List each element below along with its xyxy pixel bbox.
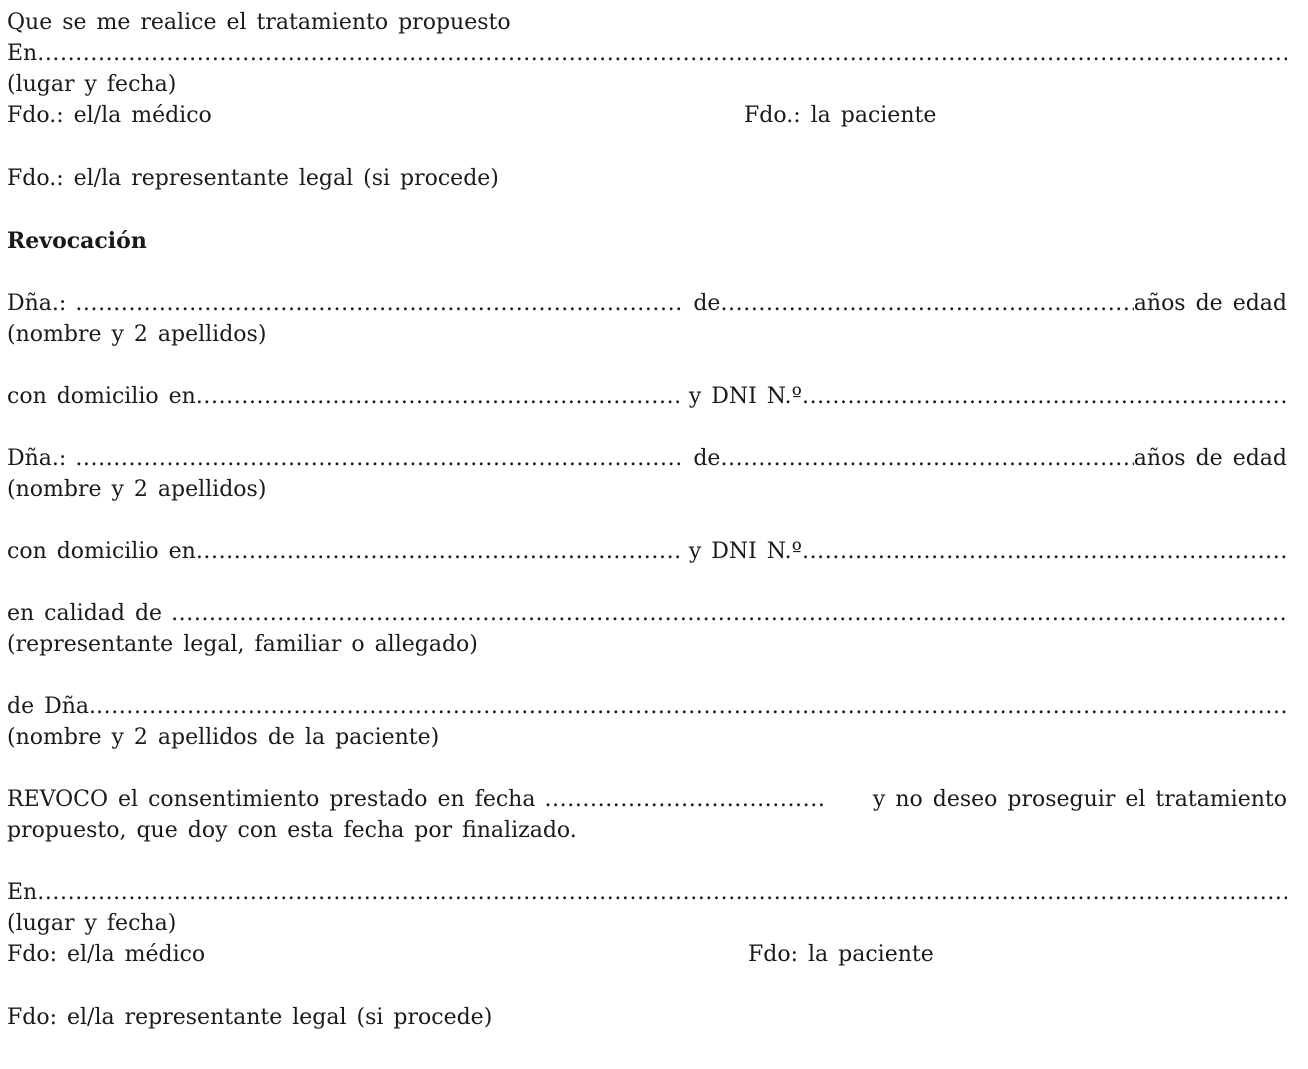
person2-age-field[interactable] <box>720 443 1133 474</box>
place-date-line[interactable] <box>7 38 1287 69</box>
patient-hint-row <box>7 722 1287 753</box>
patient-field[interactable] <box>96 691 1287 722</box>
signature-doctor: Fdo.: el/la médico <box>7 103 212 128</box>
person2-dni-label: y DNI N.º <box>688 539 802 564</box>
revocation-place-date-line[interactable] <box>7 877 1287 908</box>
person1-age-label: años de edad <box>1133 291 1287 316</box>
revoke-statement-line[interactable] <box>7 784 1287 815</box>
spacer <box>7 194 1287 226</box>
en-label: En <box>7 41 38 66</box>
signature-space <box>7 131 1287 163</box>
spacer <box>7 660 1287 691</box>
person2-dni-field[interactable] <box>802 536 1287 567</box>
capacity-field[interactable] <box>171 598 1287 629</box>
spacer <box>7 505 1287 536</box>
patient-hint: (nombre y 2 apellidos de la paciente) <box>7 725 440 750</box>
revocation-place-date-hint: (lugar y fecha) <box>7 911 177 936</box>
revocation-signature-representative: Fdo: el/la representante legal (si procede) <box>7 1005 493 1030</box>
person2-name-hint-row <box>7 474 1287 505</box>
capacity-label: en calidad de <box>7 601 163 626</box>
person2-name-field[interactable] <box>75 443 684 474</box>
spacer <box>7 846 1287 877</box>
capacity-line[interactable] <box>7 598 1287 629</box>
signature-representative: Fdo.: el/la representante legal (si procede) <box>7 166 499 191</box>
revocation-heading-text: Revocación <box>7 228 147 254</box>
revocation-signature-patient: Fdo: la paciente <box>748 942 934 967</box>
signature-space <box>7 970 1287 1002</box>
person1-name-hint-row <box>7 319 1287 350</box>
consent-statement <box>7 7 1287 38</box>
consent-form <box>7 7 1287 1033</box>
revocation-signature-row <box>7 939 1287 970</box>
person1-address-label: con domicilio en <box>7 384 196 409</box>
patient-line[interactable] <box>7 691 1287 722</box>
spacer <box>7 567 1287 598</box>
revoke-text-part3: propuesto, que doy con esta fecha por finalizado. <box>7 818 577 843</box>
capacity-hint: (representante legal, familiar o allegado) <box>7 632 478 657</box>
person2-address-label: con domicilio en <box>7 539 196 564</box>
person1-age-field[interactable] <box>720 288 1133 319</box>
revoke-text-part1: REVOCO el consentimiento prestado en fecha <box>7 787 536 812</box>
person2-de-label: de <box>693 446 721 471</box>
spacer <box>7 257 1287 288</box>
patient-label: de Dña. <box>7 694 97 719</box>
revoke-date-field[interactable] <box>544 784 826 815</box>
person2-age-label: años de edad <box>1133 446 1287 471</box>
revocation-en-label: En <box>7 880 38 905</box>
place-date-field[interactable] <box>37 38 1287 69</box>
revocation-heading <box>7 226 1287 257</box>
person1-dni-field[interactable] <box>802 381 1287 412</box>
revocation-place-date-hint-row <box>7 908 1287 939</box>
person2-name-hint: (nombre y 2 apellidos) <box>7 477 267 502</box>
place-date-hint-row <box>7 69 1287 100</box>
revoke-text-part2: y no deseo proseguir el tratamiento <box>872 787 1287 812</box>
person1-address-field[interactable] <box>196 381 680 412</box>
person1-de-label: de <box>693 291 721 316</box>
consent-statement-text: Que se me realice el tratamiento propuesto <box>7 10 511 35</box>
signature-row <box>7 100 1287 131</box>
revocation-signature-doctor: Fdo: el/la médico <box>7 942 206 967</box>
signature-patient: Fdo.: la paciente <box>744 103 937 128</box>
spacer <box>7 412 1287 443</box>
capacity-hint-row <box>7 629 1287 660</box>
person1-dni-label: y DNI N.º <box>688 384 802 409</box>
spacer <box>7 350 1287 381</box>
person2-address-line[interactable] <box>7 536 1287 567</box>
revocation-place-date-field[interactable] <box>37 877 1287 908</box>
person2-name-line[interactable] <box>7 443 1287 474</box>
person2-name-label: Dña.: <box>7 446 67 471</box>
spacer <box>7 753 1287 784</box>
signature-representative-row <box>7 163 1287 194</box>
person1-name-hint: (nombre y 2 apellidos) <box>7 322 267 347</box>
revoke-statement-cont <box>7 815 1287 846</box>
person1-address-line[interactable] <box>7 381 1287 412</box>
place-date-hint: (lugar y fecha) <box>7 72 177 97</box>
revocation-signature-representative-row <box>7 1002 1287 1033</box>
person1-name-field[interactable] <box>75 288 684 319</box>
person1-name-line[interactable] <box>7 288 1287 319</box>
person2-address-field[interactable] <box>196 536 680 567</box>
person1-name-label: Dña.: <box>7 291 67 316</box>
